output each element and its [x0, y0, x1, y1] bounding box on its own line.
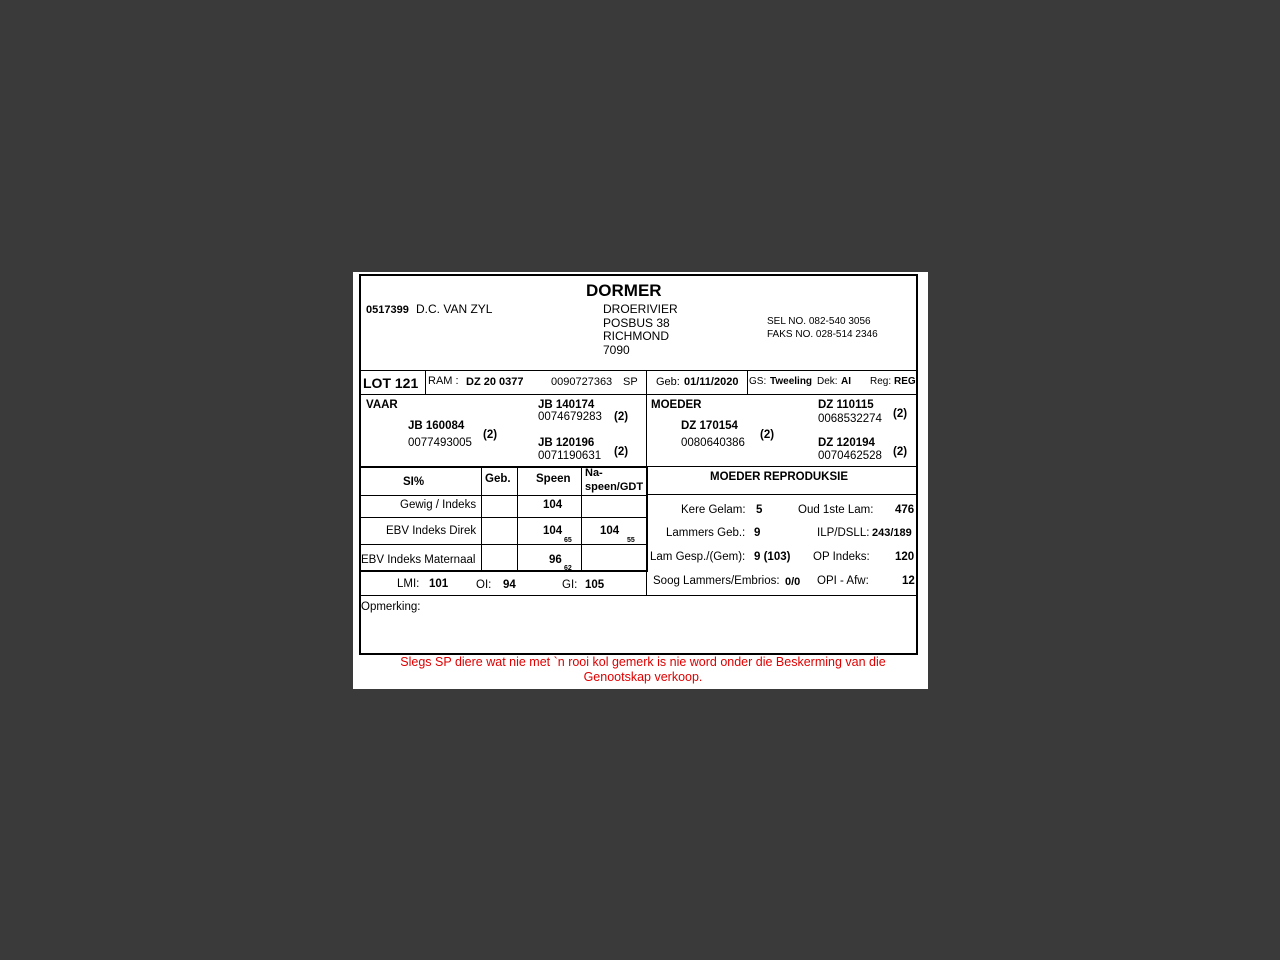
first-lamb-age-value: 476 — [895, 504, 915, 516]
lot-number: LOT 121 — [363, 375, 419, 391]
divider — [747, 370, 748, 394]
sire-sire-registration: 0074679283 — [538, 411, 602, 423]
divider — [361, 595, 918, 596]
divider — [361, 495, 647, 496]
col-header-si: SI% — [403, 476, 425, 488]
dam-dam-registration: 0070462528 — [818, 450, 882, 462]
col-header-naspeen-2: speen/GDT — [585, 481, 644, 493]
divider — [646, 370, 647, 394]
sire-registration: 0077493005 — [408, 437, 472, 449]
remarks-label: Opmerking: — [361, 601, 421, 613]
lambs-weaned-label: Lam Gesp./(Gem): — [650, 551, 746, 563]
speen-maternal-accuracy: 62 — [564, 565, 572, 572]
op-index-value: 120 — [895, 551, 915, 563]
speen-direct-accuracy: 65 — [564, 537, 572, 544]
fax-number: FAKS NO. 028-514 2346 — [767, 329, 878, 340]
naspeen-direct: 104 — [600, 525, 620, 537]
divider — [361, 544, 647, 545]
breeder-number: 0517399 — [366, 304, 409, 316]
divider — [646, 466, 648, 572]
ram-id: DZ 20 0377 — [466, 376, 524, 388]
first-lamb-age-label: Oud 1ste Lam: — [798, 504, 874, 516]
opi-afw-value: 12 — [902, 575, 915, 587]
row-label-weight: Gewig / Indeks — [400, 499, 477, 511]
divider — [646, 394, 647, 466]
divider — [359, 570, 648, 572]
repro-title: MOEDER REPRODUKSIE — [710, 471, 849, 483]
dam-sire-id: DZ 110115 — [818, 399, 874, 411]
lambings-value: 5 — [756, 504, 763, 516]
lambings-label: Kere Gelam: — [681, 504, 746, 516]
gi-value: 105 — [585, 579, 605, 591]
divider — [361, 370, 918, 371]
divider — [361, 394, 918, 395]
dam-count: (2) — [760, 429, 775, 441]
dam-sire-count: (2) — [893, 408, 908, 420]
ram-class: SP — [623, 376, 638, 388]
col-header-naspeen-1: Na- — [585, 467, 603, 479]
sire-sire-id: JB 140174 — [538, 399, 595, 411]
speen-weight: 104 — [543, 499, 563, 511]
speen-maternal: 96 — [549, 554, 562, 566]
col-header-speen: Speen — [536, 473, 571, 485]
lambs-weaned-value: 9 (103) — [754, 551, 791, 563]
divider — [481, 466, 482, 570]
sire-id: JB 160084 — [408, 420, 465, 432]
reg-label: Reg: — [870, 376, 892, 387]
sire-section-label: VAAR — [366, 399, 398, 411]
phone-number: SEL NO. 082-540 3056 — [767, 316, 871, 327]
gs-value: Tweeling — [770, 376, 813, 387]
address-line-1: DROERIVIER — [603, 302, 678, 316]
suckling-lambs-label: Soog Lammers/Embrios: — [653, 575, 780, 587]
reg-value: REG — [894, 376, 916, 387]
sire-sire-count: (2) — [614, 411, 629, 423]
dam-id: DZ 170154 — [681, 420, 738, 432]
lmi-label: LMI: — [397, 578, 420, 590]
sire-count: (2) — [483, 429, 498, 441]
breed-title: DORMER — [586, 281, 662, 300]
birth-date: 01/11/2020 — [684, 376, 739, 388]
ebv-table-top-border — [359, 466, 648, 468]
dam-sire-registration: 0068532274 — [818, 413, 882, 425]
row-label-direct: EBV Indeks Direk — [386, 525, 477, 537]
address-line-2: POSBUS 38 — [603, 316, 670, 330]
oi-label: OI: — [476, 579, 492, 591]
divider — [361, 517, 647, 518]
sire-dam-count: (2) — [614, 446, 629, 458]
dam-section-label: MOEDER — [651, 399, 702, 411]
row-label-maternal: EBV Indeks Maternaal — [361, 554, 476, 566]
op-index-label: OP Indeks: — [813, 551, 870, 563]
divider — [646, 572, 647, 595]
dek-value: AI — [841, 376, 851, 387]
dam-dam-id: DZ 120194 — [818, 437, 875, 449]
address-line-3: RICHMOND — [603, 329, 669, 343]
speen-direct: 104 — [543, 525, 563, 537]
sire-dam-id: JB 120196 — [538, 437, 595, 449]
ram-registration: 0090727363 — [551, 376, 613, 388]
notice-line-1: Slegs SP diere wat nie met `n rooi kol gemerk is nie word onder die Beskerming van die — [400, 655, 886, 669]
dam-dam-count: (2) — [893, 446, 908, 458]
naspeen-direct-accuracy: 55 — [627, 537, 635, 544]
ilp-dsll-label: ILP/DSLL: — [817, 527, 870, 539]
breeder-name: D.C. VAN ZYL — [416, 302, 493, 316]
lambs-born-label: Lammers Geb.: — [666, 527, 746, 539]
oi-value: 94 — [503, 579, 516, 591]
dam-registration: 0080640386 — [681, 437, 745, 449]
divider — [517, 466, 518, 570]
lmi-value: 101 — [429, 578, 449, 590]
gi-label: GI: — [562, 579, 578, 591]
divider — [425, 370, 426, 394]
ilp-dsll-value: 243/189 — [872, 527, 912, 539]
opi-afw-label: OPI - Afw: — [817, 575, 869, 587]
divider — [581, 466, 582, 570]
address-line-4: 7090 — [603, 343, 630, 357]
gs-label: GS: — [749, 376, 767, 387]
divider — [648, 466, 918, 467]
notice-line-2: Genootskap verkoop. — [583, 670, 703, 684]
birth-date-label: Geb: — [656, 376, 680, 388]
suckling-lambs-value: 0/0 — [785, 576, 801, 588]
divider — [648, 494, 918, 495]
col-header-geb: Geb. — [485, 473, 511, 485]
lambs-born-value: 9 — [754, 527, 761, 539]
ram-label: RAM : — [428, 375, 459, 387]
dek-label: Dek: — [817, 376, 838, 387]
sire-dam-registration: 0071190631 — [538, 450, 602, 462]
